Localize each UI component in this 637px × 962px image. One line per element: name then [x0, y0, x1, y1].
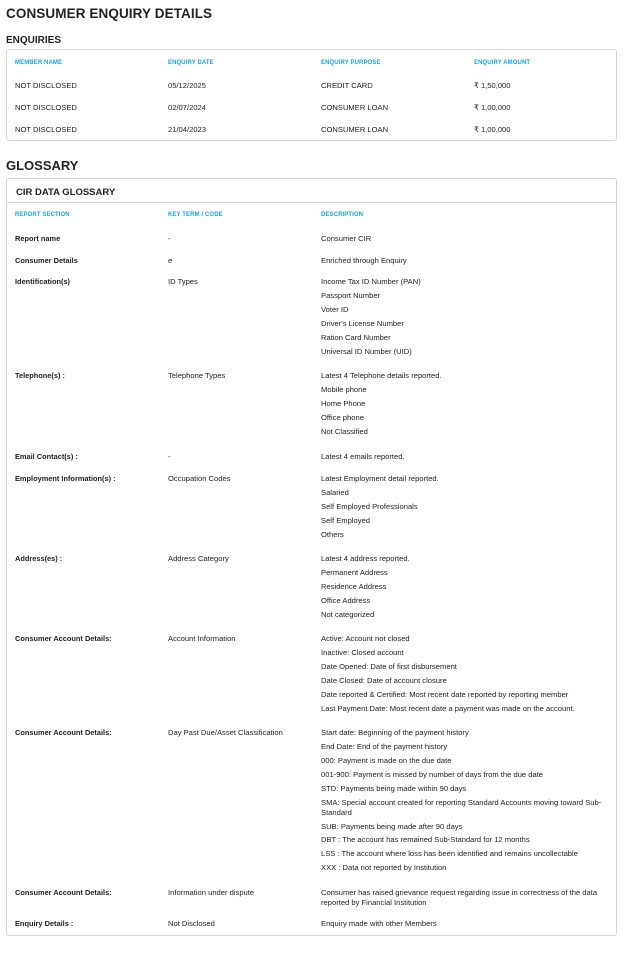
key-term-cell: Telephone Types: [168, 371, 226, 380]
description-line: Self Employed: [321, 515, 370, 525]
description-line: Voter ID: [321, 304, 349, 314]
member-name-cell: NOT DISCLOSED: [15, 125, 77, 134]
description-cell: [321, 234, 613, 248]
description-line: Office phone: [321, 412, 364, 422]
description-line: Income Tax ID Number (PAN): [321, 277, 421, 286]
description-line: Start date: Beginning of the payment history: [321, 728, 469, 737]
report-section-cell: Report name: [15, 234, 61, 243]
description-line: Latest 4 address reported.: [321, 554, 410, 563]
enquiry-date-cell: 05/12/2025: [168, 81, 207, 90]
description-line: Last Payment Date: Most recent date a payment was made on the account.: [321, 703, 575, 713]
description-line: Active: Account not closed: [321, 634, 410, 643]
column-header-member-name: MEMBER NAME: [15, 60, 63, 66]
column-header-enquiry-date: ENQUIRY DATE: [168, 60, 214, 66]
enquiries-table: [6, 49, 617, 141]
enquiry-amount-cell: ₹ 1,00,000: [474, 125, 511, 134]
page-title: CONSUMER ENQUIRY DETAILS: [6, 6, 213, 21]
description-line: Universal ID Number (UID): [321, 346, 412, 356]
enquiry-amount-cell: ₹ 1,50,000: [474, 81, 511, 90]
description-cell: [321, 452, 613, 466]
report-section-cell: Employment Information(s) :: [15, 474, 116, 483]
description-line: Consumer has raised grievance request regarding issue in correctness of the data reported by Financial Institution: [321, 888, 598, 907]
report-section-cell: Consumer Details: [15, 256, 78, 265]
description-line: Self Employed Professionals: [321, 501, 418, 511]
description-line: LSS : The account where loss has been identified and remains uncollectable: [321, 849, 578, 859]
key-term-cell: ID Types: [168, 277, 198, 286]
key-term-cell: e: [168, 256, 173, 265]
column-header-description: DESCRIPTION: [321, 212, 364, 218]
enquiry-date-cell: 21/04/2023: [168, 125, 207, 134]
enquiries-heading: ENQUIRIES: [6, 35, 62, 46]
key-term-cell: Not Disclosed: [168, 919, 215, 928]
description-line: Latest Employment detail reported.: [321, 474, 439, 483]
description-line: Permanent Address: [321, 567, 388, 577]
member-name-cell: NOT DISCLOSED: [15, 81, 77, 90]
key-term-cell: Account Information: [168, 634, 236, 643]
description-line: SMA: Special account created for reporting Standard Accounts moving toward Sub-Standard: [321, 797, 602, 817]
description-line: Office Address: [321, 595, 371, 605]
glossary-heading: GLOSSARY: [6, 158, 79, 173]
description-line: Driver's License Number: [321, 318, 404, 328]
description-line: Latest 4 emails reported.: [321, 452, 405, 461]
column-header-report-section: REPORT SECTION: [15, 212, 70, 218]
report-section-cell: Identification(s): [15, 277, 71, 286]
description-line: Not Classified: [321, 426, 368, 436]
description-line: Enriched through Enquiry: [321, 256, 407, 265]
description-line: Latest 4 Telephone details reported.: [321, 371, 442, 380]
report-section-cell: Address(es) :: [15, 554, 63, 563]
description-line: 001-900: Payment is missed by number of days from the due date: [321, 769, 544, 779]
description-line: Consumer CIR: [321, 234, 372, 243]
description-cell: [321, 888, 613, 912]
member-name-cell: NOT DISCLOSED: [15, 103, 77, 112]
description-line: SUB: Payments being made after 90 days: [321, 821, 463, 831]
description-cell: [321, 256, 613, 270]
key-term-cell: Day Past Due/Asset Classification: [168, 728, 283, 737]
description-line: Date Opened: Date of first disbursement: [321, 661, 457, 671]
description-cell: [321, 554, 613, 624]
description-line: Residence Address: [321, 581, 387, 591]
description-line: Salaried: [321, 487, 349, 497]
report-section-cell: Consumer Account Details:: [15, 728, 112, 737]
description-line: Date Closed: Date of account closure: [321, 675, 447, 685]
glossary-box-title: CIR DATA GLOSSARY: [16, 187, 116, 198]
description-cell: [321, 474, 613, 544]
description-line: Passport Number: [321, 290, 381, 300]
description-cell: [321, 919, 613, 933]
description-cell: [321, 634, 613, 718]
description-line: Inactive: Closed account: [321, 647, 404, 657]
description-line: Home Phone: [321, 398, 366, 408]
key-term-cell: Information under dispute: [168, 888, 255, 897]
enquiry-purpose-cell: CONSUMER LOAN: [321, 103, 389, 112]
enquiry-purpose-cell: CONSUMER LOAN: [321, 125, 389, 134]
description-line: End Date: End of the payment history: [321, 741, 448, 751]
key-term-cell: -: [168, 234, 171, 243]
column-header-enquiry-amount: ENQUIRY AMOUNT: [474, 60, 531, 66]
description-line: Not categorized: [321, 609, 375, 619]
enquiry-purpose-cell: CREDIT CARD: [321, 81, 373, 90]
description-cell: [321, 371, 613, 441]
column-header-key-term: KEY TERM / CODE: [168, 212, 223, 218]
report-section-cell: Consumer Account Details:: [15, 888, 112, 897]
description-line: DBT : The account has remained Sub-Standard for 12 months: [321, 835, 530, 845]
glossary-table: [6, 178, 617, 936]
description-cell: [321, 728, 613, 877]
description-line: Mobile phone: [321, 384, 367, 394]
description-line: 000: Payment is made on the due date: [321, 755, 452, 765]
enquiry-amount-cell: ₹ 1,00,000: [474, 103, 511, 112]
description-line: Ration Card Number: [321, 332, 391, 342]
description-line: Enquiry made with other Members: [321, 919, 437, 928]
report-section-cell: Email Contact(s) :: [15, 452, 78, 461]
description-line: XXX : Data not reported by Institution: [321, 863, 447, 873]
key-term-cell: Occupation Codes: [168, 474, 231, 483]
key-term-cell: Address Category: [168, 554, 229, 563]
description-line: Date reported & Certified: Most recent date reported by reporting member: [321, 689, 569, 699]
column-header-enquiry-purpose: ENQUIRY PURPOSE: [321, 60, 381, 66]
description-line: STD: Payments being made within 90 days: [321, 783, 467, 793]
description-line: Others: [321, 529, 344, 539]
report-section-cell: Telephone(s) :: [15, 371, 65, 380]
report-section-cell: Enquiry Details :: [15, 919, 74, 928]
description-cell: [321, 277, 613, 361]
key-term-cell: -: [168, 452, 171, 461]
glossary-divider: [7, 202, 616, 203]
enquiry-date-cell: 02/07/2024: [168, 103, 207, 112]
report-section-cell: Consumer Account Details:: [15, 634, 112, 643]
